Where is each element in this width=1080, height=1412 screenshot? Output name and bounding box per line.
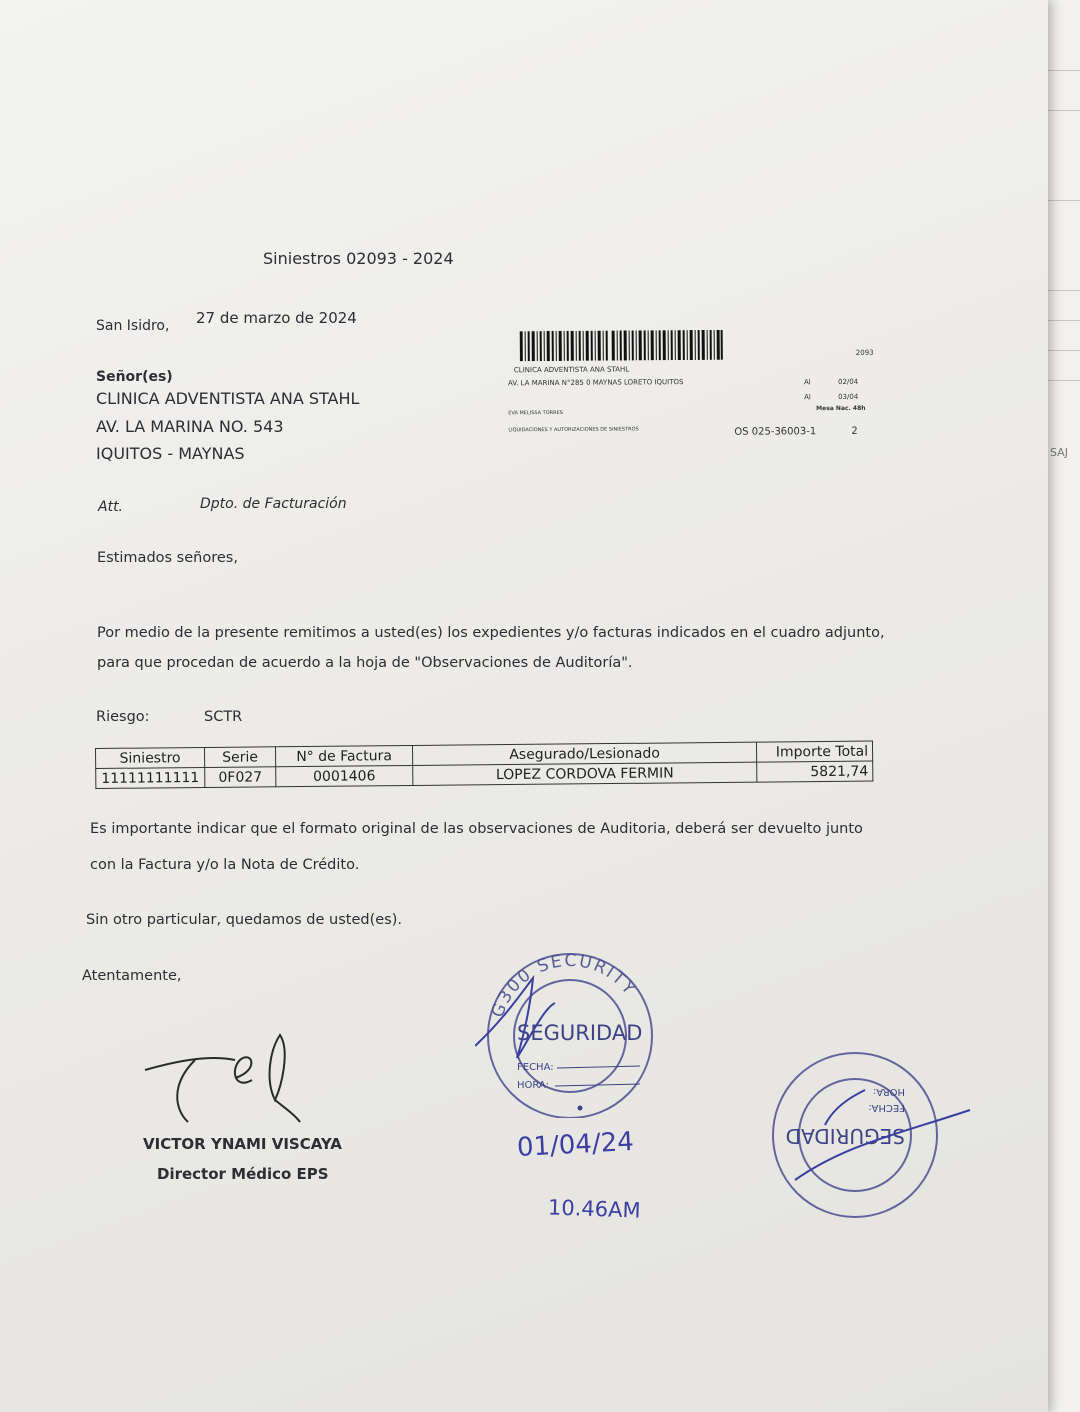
insured-name-cell: LOPEZ CORDOVA FERMIN [413, 762, 757, 785]
handwritten-signature [140, 1030, 310, 1125]
intro-paragraph-line1: Por medio de la presente remitimos a usted(es) los expedientes y/o facturas indicados en el cuadro adjunto, [97, 625, 885, 641]
label-code-suffix: 2 [851, 425, 858, 437]
security-stamp-rotated [765, 1045, 975, 1225]
reception-label-sticker [508, 327, 887, 442]
table-header-cell: Asegurado/Lesionado [412, 742, 756, 765]
stamp-hora-label: HORA: [873, 1086, 905, 1097]
signer-name: VICTOR YNAMI VISCAYA [143, 1135, 342, 1153]
signer-title: Director Médico EPS [157, 1165, 329, 1183]
edge-rule [1048, 350, 1080, 351]
handwritten-date: 01/04/24 [516, 1126, 635, 1164]
label-f1-value: 02/04 [837, 377, 859, 387]
table-header-cell: N° de Factura [275, 745, 412, 766]
attention-department: Dpto. de Facturación [200, 496, 347, 512]
note-paragraph-line1: Es importante indicar que el formato original de las observaciones de Auditoria, deberá ser devuelto junto [90, 821, 863, 837]
label-number: 2093 [855, 348, 874, 357]
closing-line: Sin otro particular, quedamos de usted(es). [86, 912, 402, 928]
barcode-icon [520, 330, 724, 361]
table-header-cell: Importe Total [756, 741, 872, 762]
table-header-cell: Serie [204, 747, 275, 768]
label-f2-value: 03/04 [838, 392, 859, 402]
recipient-name: CLINICA ADVENTISTA ANA STAHL [96, 389, 360, 408]
label-code: OS 025-36003-1 [734, 426, 817, 438]
stamp-fecha-label: FECHA: [517, 1062, 554, 1073]
edge-rule [1048, 290, 1080, 291]
svg-text:G300 SECURITY [488, 951, 640, 1020]
table-header-cell: Siniestro [96, 747, 205, 768]
label-f2-label: Al [804, 393, 811, 402]
label-f3: Mesa Nac. 48h [816, 404, 866, 413]
series-cell: 0F027 [205, 767, 276, 788]
stamp-ring-text: G300 SECURITY [487, 950, 640, 1021]
edge-tag: SAJ [1050, 446, 1068, 459]
edge-rule [1048, 200, 1080, 201]
edge-rule [1048, 70, 1080, 71]
risk-label: Riesgo: [96, 709, 150, 725]
total-amount-cell: 5821,74 [757, 761, 873, 782]
edge-rule [1048, 110, 1080, 111]
label-line2: AV. LA MARINA N°285 0 MAYNAS LORETO IQUITOS [507, 378, 684, 388]
claim-number-cell: 11111111111 [96, 767, 205, 788]
security-stamp [475, 948, 665, 1118]
edge-rule [1048, 320, 1080, 321]
stamp-title: SEGURIDAD [785, 1124, 905, 1148]
attention-label: Att. [98, 499, 124, 515]
recipient-city: IQUITOS - MAYNAS [96, 444, 245, 463]
invoice-number-cell: 0001406 [276, 765, 413, 786]
claims-table [95, 741, 873, 789]
intro-paragraph-line2: para que procedan de acuerdo a la hoja de "Observaciones de Auditoría". [97, 655, 633, 671]
greeting: Estimados señores, [97, 550, 238, 566]
stamp-title: SEGURIDAD [517, 1021, 643, 1045]
risk-value: SCTR [204, 709, 243, 725]
stamp-fecha-label: FECHA: [868, 1102, 905, 1113]
label-line1: CLINICA ADVENTISTA ANA STAHL [513, 365, 630, 375]
salutation-label: Señor(es) [96, 369, 173, 385]
note-paragraph-line2: con la Factura y/o la Nota de Crédito. [90, 857, 360, 873]
label-line3: EVA MELISSA TORRES [508, 409, 563, 417]
letter-date: 27 de marzo de 2024 [196, 309, 357, 327]
handwritten-time: 10.46AM [547, 1195, 641, 1223]
claims-reference: Siniestros 02093 - 2024 [263, 249, 454, 268]
edge-rule [1048, 380, 1080, 381]
recipient-address: AV. LA MARINA NO. 543 [96, 417, 284, 436]
letter-place: San Isidro, [96, 318, 170, 334]
label-f1-label: Al [803, 378, 811, 387]
stamp-hora-label: HORA: [517, 1080, 549, 1091]
background-page-edge [1046, 0, 1080, 1412]
sign-off: Atentamente, [82, 968, 182, 984]
label-line4: LIQUIDACIONES Y AUTORIZACIONES DE SINIESTROS [508, 426, 639, 434]
